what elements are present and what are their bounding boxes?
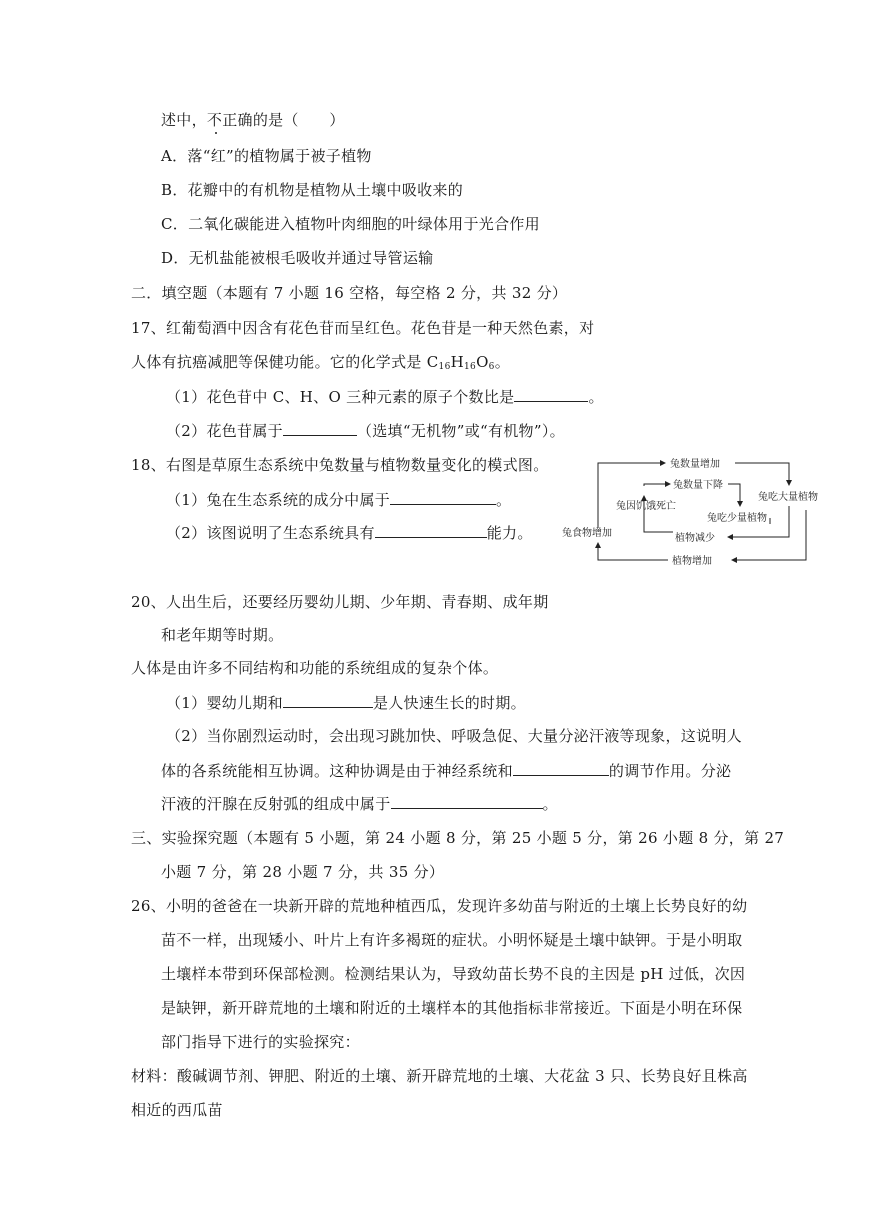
q26-line-4: 是缺钾，新开辟荒地的土壤和附近的土壤样本的其他指标非常接近。下面是小明在环保 <box>161 999 743 1017</box>
q17-part-2-end: （选填“无机物”或“有机物”）。 <box>356 422 565 440</box>
q17-formula-o: O <box>476 353 489 371</box>
node-plant-decrease: 植物减少 <box>675 533 715 544</box>
q17-part-1-answer-blank[interactable] <box>514 386 588 402</box>
section-3-heading-line-2: 小题 7 分，第 28 小题 7 分，共 35 分） <box>161 863 445 881</box>
q20-part-2-mid: 的调节作用。分泌 <box>608 762 732 780</box>
q17-formula-h: H <box>450 353 464 371</box>
q20-part-2-answer-blank[interactable] <box>513 760 609 776</box>
q16-option-b: B．花瓣中的有机物是植物从土壤中吸收来的 <box>161 181 464 199</box>
q18-part-2-text: （2）该图说明了生态系统具有 <box>166 524 375 542</box>
node-rabbit-starve: 兔因饥饿死亡 <box>616 501 676 512</box>
node-rabbit-increase: 兔数量增加 <box>670 459 720 470</box>
arrow-food-to-rabbit-increase <box>598 463 665 528</box>
q20-line-3: 人体是由许多不同结构和功能的系统组成的复杂个体。 <box>131 659 499 677</box>
section-3-heading-line-1: 三、实验探究题（本题有 5 小题，第 24 小题 8 分，第 25 小题 5 分，第 26 小题 8 分，第 27 <box>131 829 785 847</box>
q16-stem <box>161 110 345 130</box>
node-rabbit-eat-little: 兔吃少量植物 <box>707 513 767 524</box>
q20-part-1 <box>166 692 526 713</box>
q17-part-2-answer-blank[interactable] <box>283 420 357 436</box>
q20-line-1: 20、人出生后，还要经历婴幼儿期、少年期、青春期、成年期 <box>131 593 549 611</box>
arrow-starve-to-decline <box>644 484 670 486</box>
q20-part-2-line-3 <box>161 793 558 814</box>
q16-option-a: A．落“红”的植物属于被子植物 <box>161 147 372 165</box>
q18-part-1-text: （1）兔在生态系统的成分中属于 <box>166 491 391 509</box>
q20-part-2-line-1: （2）当你剧烈运动时，会出现习跳加快、呼吸急促、大量分泌汗液等现象，这说明人 <box>166 727 742 745</box>
node-rabbit-food-increase: 兔食物增加 <box>562 528 612 539</box>
rabbit-plant-cycle-diagram <box>560 450 835 570</box>
q20-part-3-answer-blank[interactable] <box>391 793 543 809</box>
q20-part-1-end: 是人快速生长的时期。 <box>372 694 526 712</box>
node-rabbit-decrease: 兔数量下降 <box>673 480 723 491</box>
q16-stem-a: 述中， <box>161 111 207 129</box>
q18-part-2-answer-blank[interactable] <box>375 522 487 538</box>
q18-line-1: 18、右图是草原生态系统中兔数量与植物数量变化的模式图。 <box>131 456 549 474</box>
arrow-decline-to-eat-less <box>728 484 740 506</box>
q26-line-2: 苗不一样，出现矮小、叶片上有许多褐斑的症状。小明怀疑是土壤中缺钾。于是小明取 <box>161 931 743 949</box>
arrow-increase-to-eat-more <box>735 463 789 485</box>
q17-line-1: 17、红葡萄酒中因含有花色苷而呈红色。花色苷是一种天然色素，对 <box>131 319 595 337</box>
q26-line-5: 部门指导下进行的实验探究： <box>161 1033 360 1051</box>
node-plant-increase: 植物增加 <box>672 556 712 567</box>
q18-part-1-end: 。 <box>496 491 512 509</box>
q18-part-1-answer-blank[interactable] <box>390 489 496 505</box>
q20-part-3-end: 。 <box>542 795 558 813</box>
q26-line-3: 土壤样本带到环保部检测。检测结果认为，导致幼苗长势不良的主因是 pH 过低，次因 <box>161 965 746 983</box>
q17-part-1 <box>166 386 604 407</box>
q20-part-2-line-2 <box>161 760 731 781</box>
q17-sub-c: 16 <box>438 362 451 372</box>
q26-materials-line-2: 相近的西瓜苗 <box>131 1101 223 1119</box>
q17-line-2 <box>131 352 510 377</box>
q26-materials-line-1: 材料：酸碱调节剂、钾肥、附近的土壤、新开辟荒地的土壤、大花盆 3 只、长势良好且株高 <box>131 1067 748 1085</box>
q17-part-1-text: （1）花色苷中 C、H、O 三种元素的原子个数比是 <box>166 388 515 406</box>
q16-stem-b: 正确的是（ ） <box>222 111 345 129</box>
q17-sub-h: 16 <box>464 362 477 372</box>
q16-option-c: C．二氧化碳能进入植物叶肉细胞的叶绿体用于光合作用 <box>161 215 540 233</box>
q26-line-1: 26、小明的爸爸在一块新开辟的荒地种植西瓜，发现许多幼苗与附近的土壤上长势良好的幼 <box>131 897 748 915</box>
q18-part-2-end: 能力。 <box>486 524 533 542</box>
q16-option-d: D．无机盐能被根毛吸收并通过导管运输 <box>161 249 434 267</box>
q17-sub-o: 6 <box>488 362 495 372</box>
q17-part-1-end: 。 <box>588 388 604 406</box>
q17-formula-prefix: 人体有抗癌减肥等保健功能。它的化学式是 C <box>131 353 439 371</box>
q20-part-1-answer-blank[interactable] <box>283 692 373 708</box>
section-2-heading: 二．填空题（本题有 7 小题 16 空格，每空格 2 分，共 32 分） <box>131 284 568 302</box>
q18-part-2 <box>166 522 533 543</box>
q17-line-2-end: 。 <box>494 353 511 371</box>
node-rabbit-eat-much: 兔吃大量植物 <box>758 492 818 503</box>
q18-part-1 <box>166 489 511 510</box>
q17-part-2-text: （2）花色苷属于 <box>166 422 283 440</box>
q16-stem-emphasis: 不 <box>206 111 223 129</box>
q20-line-2: 和老年期等时期。 <box>161 626 284 644</box>
q17-part-2 <box>166 420 565 441</box>
q20-part-3-text: 汗液的汗腺在反射弧的组成中属于 <box>161 795 391 813</box>
arrow-plant-increase-to-food <box>598 543 668 560</box>
q20-part-1-text: （1）婴幼儿期和 <box>166 694 283 712</box>
q20-part-2-text: 体的各系统能相互协调。这种协调是由于神经系统和 <box>161 762 513 780</box>
